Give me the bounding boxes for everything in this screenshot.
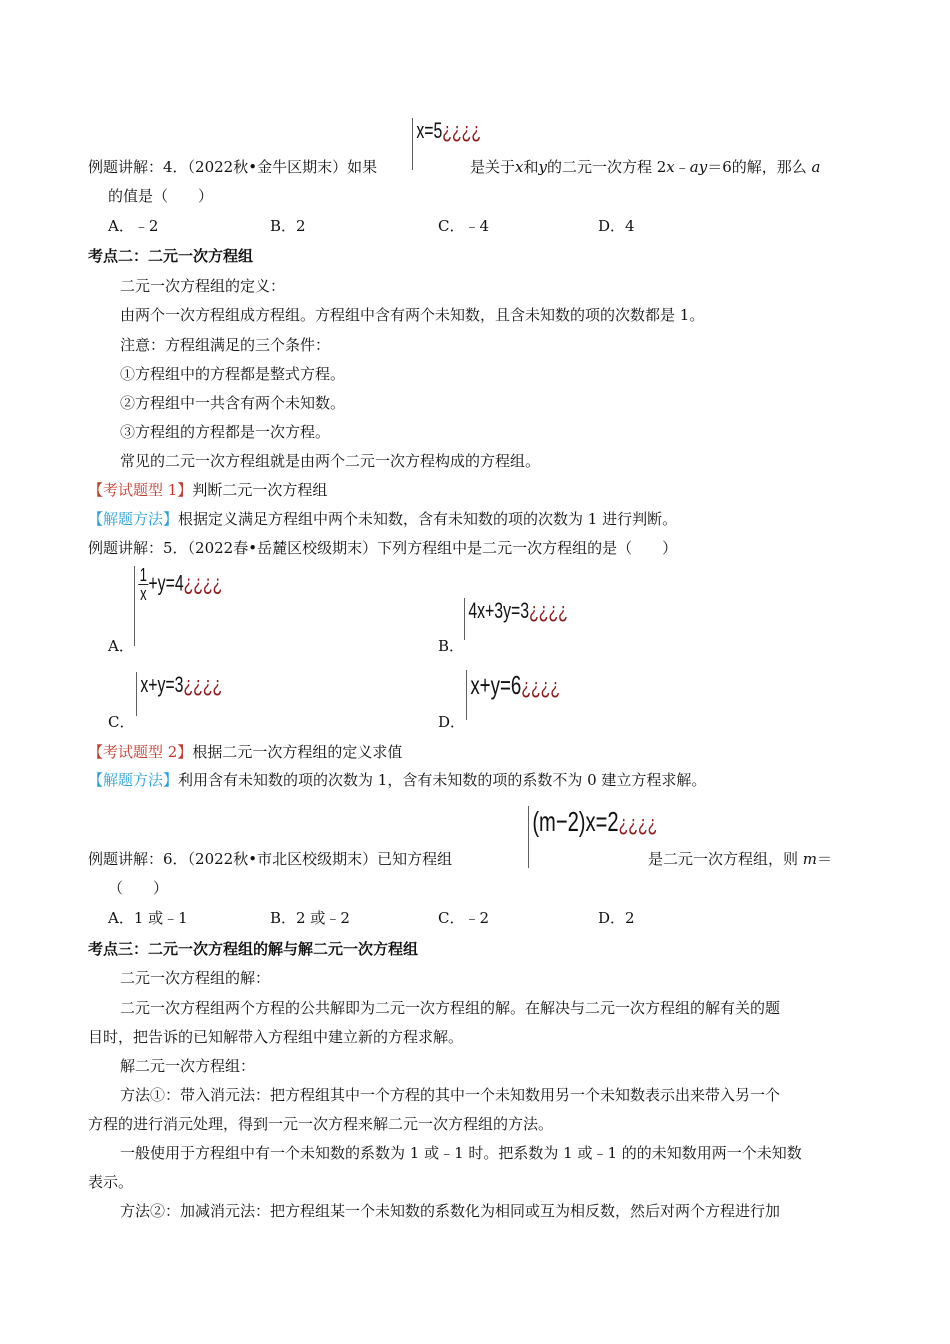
- q5-option-c-label: C．: [108, 713, 135, 731]
- kp2-heading: 考点二：二元一次方程组: [88, 247, 254, 265]
- kp3-line: 目时，把告诉的已知解带入方程组中建立新的方程求解。: [88, 1028, 464, 1046]
- q5-option-c-equation: x+y=3¿¿¿¿: [136, 672, 222, 716]
- q4-stem-line2: 的值是（ ）: [108, 187, 214, 205]
- kp3-line: 方程的进行消元处理，得到一元一次方程来解二元一次方程组的方法。: [88, 1115, 554, 1133]
- q6-stem-line2: （ ）: [108, 879, 169, 897]
- kp3-line: 方法②：加减消元法：把方程组某一个未知数的系数化为相同或互为相反数，然后对两个方程进行加: [120, 1202, 781, 1220]
- kp2-line: 注意：方程组满足的三个条件：: [120, 336, 331, 354]
- q6-stem-rest: 是二元一次方程组，则 m＝: [648, 850, 833, 868]
- q5-stem: 例题讲解：5．（2022春•岳麓区校级期末）下列方程组中是二元一次方程组的是（ ）: [88, 539, 678, 557]
- q6-option-a: A．1 或﹣1: [108, 909, 188, 927]
- kp2-line: ②方程组中一共含有两个未知数。: [120, 394, 346, 412]
- kp3-heading: 考点三：二元一次方程组的解与解二元一次方程组: [88, 940, 419, 958]
- q6-equation-image: (m−2)x=2¿¿¿¿: [528, 806, 657, 868]
- q6-option-b: B．2 或﹣2: [270, 909, 350, 927]
- q4-option-d: D．4: [598, 217, 635, 235]
- kp2-line: 由两个一次方程组成方程组。方程组中含有两个未知数，且含未知数的项的次数都是 1。: [120, 306, 705, 324]
- method1-tag: 【解题方法】: [88, 510, 179, 528]
- type2-line: 【考试题型 2】根据二元一次方程组的定义求值: [88, 743, 403, 761]
- q4-stem-rest: 是关于x和y的二元一次方程 2x﹣ay＝6的解，那么 a: [470, 158, 821, 176]
- q4-option-c: C．﹣4: [438, 217, 490, 235]
- q6-option-c: C．﹣2: [438, 909, 490, 927]
- q4-option-a: A．﹣2: [108, 217, 159, 235]
- type1-line: 【考试题型 1】判断二元一次方程组: [88, 481, 328, 499]
- q5-option-d-label: D．: [438, 713, 466, 731]
- kp2-line: 二元一次方程组的定义：: [120, 277, 286, 295]
- kp3-line: 方法①：带入消元法：把方程组其中一个方程的其中一个未知数用另一个未知数表示出来带入另一个: [120, 1086, 781, 1104]
- q5-option-d-equation: x+y=6¿¿¿¿: [466, 670, 560, 720]
- q5-option-a-label: A．: [108, 637, 134, 655]
- kp2-line: 常见的二元一次方程组就是由两个二元一次方程构成的方程组。: [120, 452, 541, 470]
- q6-option-d: D．2: [598, 909, 635, 927]
- kp3-line: 二元一次方程组两个方程的公共解即为二元一次方程组的解。在解决与二元一次方程组的解有关的题: [120, 999, 781, 1017]
- q6-stem: 例题讲解：6．（2022秋•市北区校级期末）已知方程组: [88, 850, 453, 868]
- kp2-line: ③方程组的方程都是一次方程。: [120, 423, 331, 441]
- type2-tag: 【考试题型 2】: [88, 743, 193, 761]
- q5-option-a-equation: $\frac{1}{x}$ +y=4¿¿¿¿: [134, 566, 222, 646]
- q4-option-b: B．2: [270, 217, 306, 235]
- method2-line: 【解题方法】利用含有未知数的项的次数为 1，含有未知数的项的系数不为 0 建立方程求解。: [88, 771, 707, 789]
- q4-stem: 例题讲解：4．（2022秋•金牛区期末）如果: [88, 158, 378, 176]
- kp2-line: ①方程组中的方程都是整式方程。: [120, 365, 346, 383]
- kp3-line: 一般使用于方程组中有一个未知数的系数为 1 或﹣1 时。把系数为 1 或﹣1 的的未知数用两一个未知数: [120, 1144, 802, 1162]
- kp3-line: 表示。: [88, 1173, 134, 1191]
- q4-equation-image: x=5¿¿¿¿: [412, 118, 481, 170]
- q5-option-b-label: B．: [438, 637, 465, 655]
- kp3-line: 二元一次方程组的解：: [120, 969, 271, 987]
- q5-option-b-equation: 4x+3y=3¿¿¿¿: [464, 598, 568, 640]
- method2-tag: 【解题方法】: [88, 771, 179, 789]
- type1-tag: 【考试题型 1】: [88, 481, 193, 499]
- method1-line: 【解题方法】根据定义满足方程组中两个未知数，含有未知数的项的次数为 1 进行判断。: [88, 510, 678, 528]
- kp3-line: 解二元一次方程组：: [120, 1057, 256, 1075]
